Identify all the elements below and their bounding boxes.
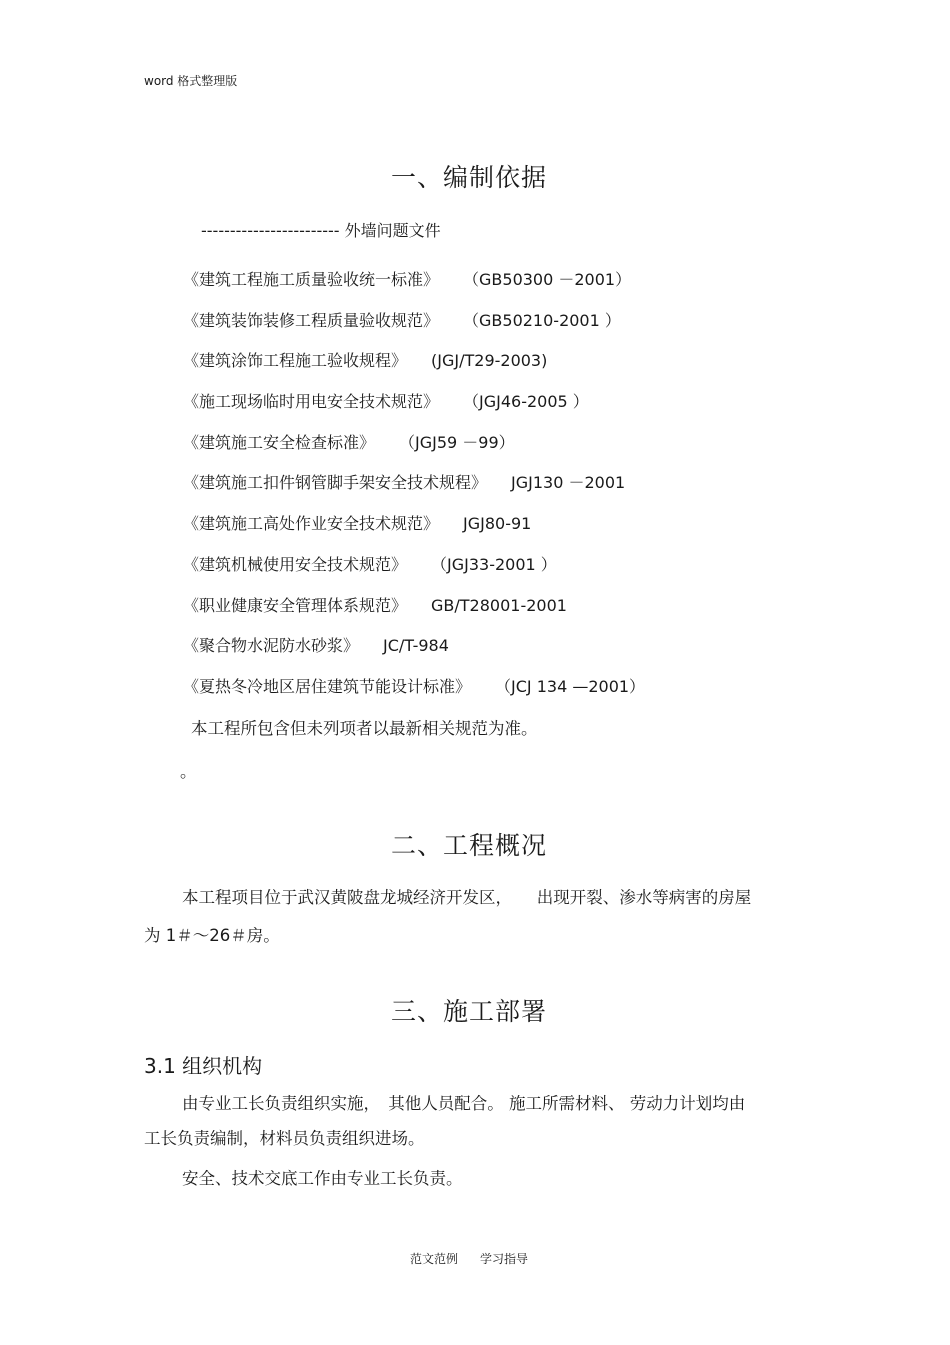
organization-line-1: 由专业工长负责组织实施， 其他人员配合。 施工所需材料、 劳动力计划均由 (182, 1094, 746, 1113)
section-subtitle: ------------------------ 外墙问题文件 (201, 221, 441, 240)
reference-item (183, 309, 645, 350)
reference-code: （JGJ59 －99） (399, 432, 515, 452)
reference-item (183, 471, 645, 512)
overview-line-2: 为 1＃～26＃房。 (144, 926, 280, 945)
reference-item (183, 268, 645, 309)
reference-item (183, 431, 645, 472)
reference-title: 《建筑装饰装修工程质量验收规范》 (183, 310, 440, 330)
reference-note: 本工程所包含但未列项者以最新相关规范为准。 (191, 719, 538, 738)
reference-code: GB/T28001-2001 (431, 595, 567, 615)
reference-code: （JGJ33-2001 ） (431, 554, 557, 574)
reference-code: （JCJ 134 —2001） (495, 676, 646, 696)
reference-item (183, 390, 645, 431)
organization-line-2: 工长负责编制，材料员负责组织进场。 (144, 1129, 425, 1148)
reference-item (183, 553, 645, 594)
subsection-title-organization: 3.1 组织机构 (144, 1054, 263, 1078)
reference-code: （JGJ46-2005 ） (463, 392, 589, 412)
section-title-overview: 二、工程概况 (390, 831, 547, 860)
reference-title: 《职业健康安全管理体系规范》 (183, 595, 408, 615)
reference-title: 《建筑涂饰工程施工验收规程》 (183, 351, 408, 371)
reference-code: JGJ80-91 (463, 514, 532, 534)
reference-title: 《建筑施工高处作业安全技术规范》 (183, 514, 440, 534)
reference-item (183, 349, 645, 390)
reference-title: 《建筑机械使用安全技术规范》 (183, 554, 408, 574)
reference-code: （GB50300 －2001） (463, 270, 632, 289)
footer-right: 学习指导 (480, 1252, 529, 1266)
reference-list (183, 268, 645, 716)
reference-title: 《聚合物水泥防水砂浆》 (183, 636, 360, 656)
reference-title: 《建筑施工安全检查标准》 (183, 432, 376, 452)
page-footer (0, 1250, 938, 1267)
reference-title: 《建筑工程施工质量验收统一标准》 (183, 270, 440, 289)
organization-line-3: 安全、技术交底工作由专业工长负责。 (182, 1169, 463, 1188)
page-header: word 格式整理版 (144, 74, 238, 88)
reference-code: (JGJ/T29-2003) (431, 351, 548, 371)
reference-item (183, 675, 645, 716)
footer-left: 范文范例 (409, 1252, 458, 1266)
reference-item (183, 594, 645, 635)
reference-code: JC/T-984 (383, 636, 449, 656)
reference-title: 《施工现场临时用电安全技术规范》 (183, 392, 440, 412)
reference-code: （GB50210-2001 ） (463, 310, 621, 330)
trailing-dot: 。 (180, 762, 197, 781)
reference-title: 《夏热冬冷地区居住建筑节能设计标准》 (183, 676, 472, 696)
reference-code: JGJ130 －2001 (511, 473, 626, 493)
section-title-deployment: 三、施工部署 (390, 997, 547, 1026)
overview-line-1: 本工程项目位于武汉黄陂盘龙城经济开发区， 出现开裂、渗水等病害的房屋 (182, 888, 752, 907)
reference-item (183, 512, 645, 553)
section-title-basis: 一、编制依据 (390, 163, 547, 192)
reference-item (183, 634, 645, 675)
reference-title: 《建筑施工扣件钢管脚手架安全技术规程》 (183, 473, 488, 493)
